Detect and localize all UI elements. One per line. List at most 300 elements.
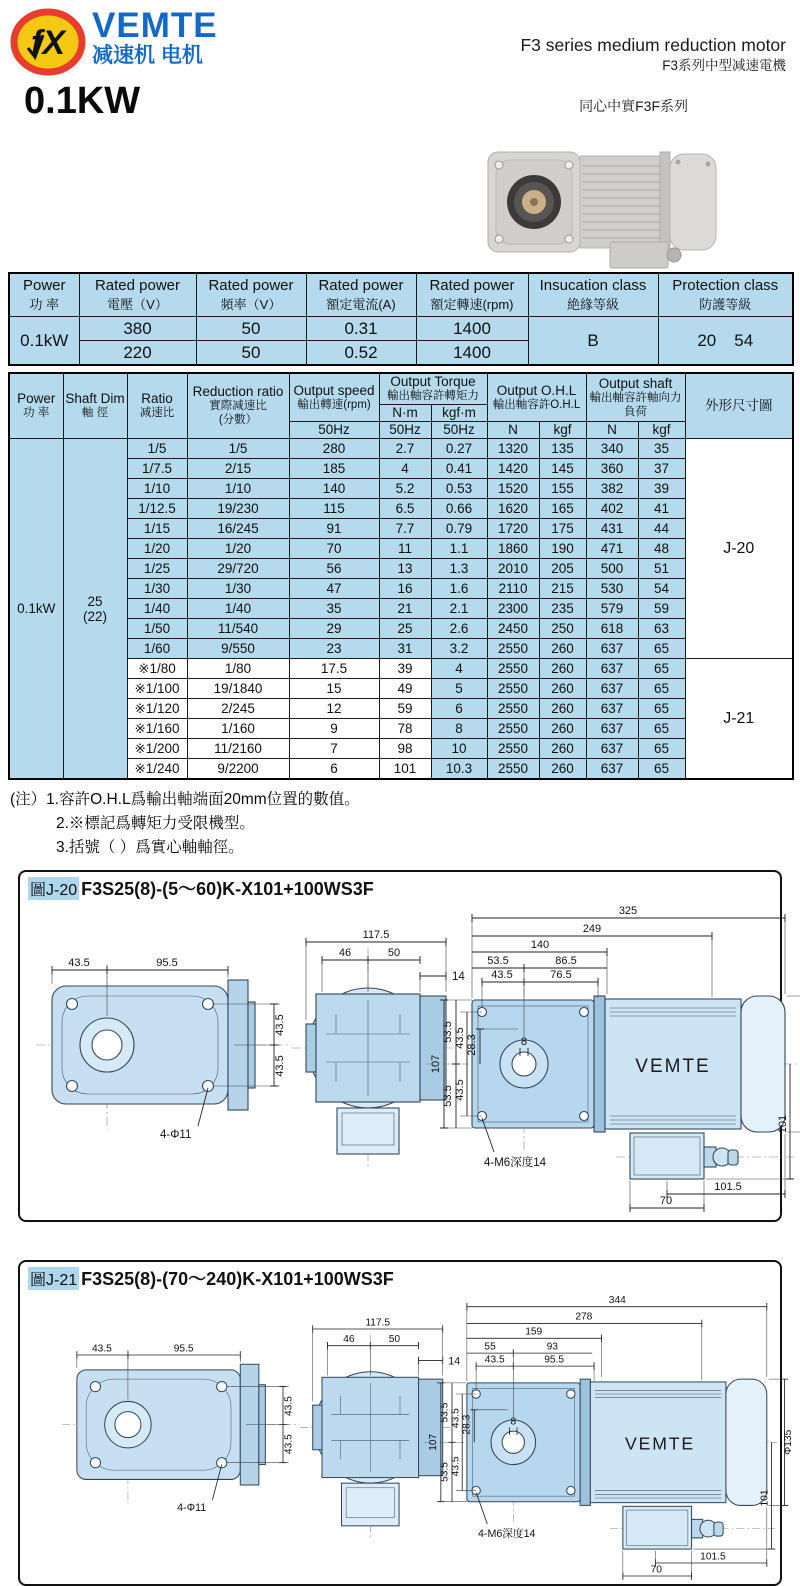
cell: 1.1 [431, 539, 487, 559]
col-header: Insucation class 絶緣等級 [528, 273, 658, 317]
table-row [9, 579, 793, 599]
brand-subtitle: 减速机 电机 [92, 44, 203, 67]
cell: 98 [379, 739, 431, 759]
doc-titles [520, 34, 786, 74]
cell: 360 [586, 459, 638, 479]
col-header: Power 功 率 [9, 273, 79, 317]
cell: 140 [289, 479, 379, 499]
cell: 47 [289, 579, 379, 599]
cell: 1/160 [187, 719, 289, 739]
cell: 1720 [487, 519, 539, 539]
dim-label: 278 [575, 1312, 593, 1324]
cell: 2550 [487, 719, 539, 739]
cell: 49 [379, 679, 431, 699]
cell: 0.41 [431, 459, 487, 479]
dim-label: 43.5 [491, 969, 513, 982]
table-row [9, 439, 793, 459]
cell: 19/1840 [187, 679, 289, 699]
cell: 2550 [487, 659, 539, 679]
spec-table-wrap [8, 372, 792, 780]
cell: 1/20 [187, 539, 289, 559]
col-header: Ratio 减速比 [127, 373, 187, 439]
cell: 2010 [487, 559, 539, 579]
cell: 220 [79, 341, 196, 366]
cell: 65 [638, 659, 685, 679]
cell: 1.6 [431, 579, 487, 599]
table-row [9, 459, 793, 479]
cell: 1/5 [187, 439, 289, 459]
dim-label: 43.5 [484, 1354, 505, 1366]
cell: 2/15 [187, 459, 289, 479]
dim-label: 4-M6深度14 [484, 1157, 546, 1170]
cell: 59 [379, 699, 431, 719]
figure-ref-j21: J-21 [685, 659, 793, 780]
dim-label: 43.5 [450, 1456, 462, 1477]
cell: 2550 [487, 699, 539, 719]
table-row [9, 679, 793, 699]
cell: 7 [289, 739, 379, 759]
dim-label: 43.5 [91, 1343, 112, 1355]
dim-label: 43.5 [274, 1014, 286, 1037]
cell: ※1/100 [127, 679, 187, 699]
cell: 1/5 [127, 439, 187, 459]
dimension-drawing-j20 [28, 900, 789, 1208]
cell: 500 [586, 559, 638, 579]
dim-label: 4-Φ11 [177, 1502, 207, 1515]
cell: 56 [289, 559, 379, 579]
dim-label: 101 [777, 1115, 789, 1134]
diagram-title [28, 1266, 772, 1290]
cell: 0.1kW [9, 317, 79, 366]
dim-label: 53.5 [487, 955, 509, 968]
dim-label: 14 [452, 971, 465, 984]
cell: 6.5 [379, 499, 431, 519]
section-view [300, 1318, 460, 1540]
cell: 145 [539, 459, 586, 479]
brand-name: VEMTE [92, 6, 218, 45]
table-row [9, 619, 793, 639]
dim-label: 95.5 [173, 1343, 194, 1355]
cell: 8 [431, 719, 487, 739]
cell: 2300 [487, 599, 539, 619]
cell: 1320 [487, 439, 539, 459]
cell: 0.79 [431, 519, 487, 539]
cell: 431 [586, 519, 638, 539]
dimension-drawing-j21 [28, 1290, 794, 1576]
dim-label: 70 [650, 1564, 662, 1576]
col-header: 50Hz [289, 422, 379, 439]
cell: 15 [289, 679, 379, 699]
diagram-box-j20 [18, 870, 789, 1222]
col-header: Output Torque 輸出軸容許轉矩力 [379, 373, 487, 404]
cell: 1/60 [127, 639, 187, 659]
dim-label: 4-Φ11 [160, 1129, 192, 1142]
cell: 1620 [487, 499, 539, 519]
logo-mark-icon [10, 8, 86, 76]
cell: 0.66 [431, 499, 487, 519]
power-table [8, 272, 794, 366]
side-view [426, 905, 800, 1212]
cell: 39 [379, 659, 431, 679]
model-code: F3S25(8)-(5～60)K-X101+100WS3F [81, 879, 374, 900]
table-row [9, 273, 793, 317]
cell: 1/40 [127, 599, 187, 619]
dim-label: 344 [608, 1295, 626, 1307]
cell: 2.1 [431, 599, 487, 619]
cell: 0.52 [306, 341, 416, 366]
dim-label: 101.5 [714, 1181, 742, 1194]
cell: 1860 [487, 539, 539, 559]
cell: 215 [539, 579, 586, 599]
cell: 21 [379, 599, 431, 619]
cell: 1/15 [127, 519, 187, 539]
col-header: 50Hz [379, 422, 431, 439]
cell: 2/245 [187, 699, 289, 719]
cell: 471 [586, 539, 638, 559]
cell: 190 [539, 539, 586, 559]
cell: 185 [289, 459, 379, 479]
cell: 17.5 [289, 659, 379, 679]
cell: 382 [586, 479, 638, 499]
dim-label: 53.5 [442, 1085, 454, 1108]
power-table-wrap [8, 272, 792, 366]
dim-label: 43.5 [283, 1434, 295, 1455]
cell: 13 [379, 559, 431, 579]
title-zh: F3系列中型减速電機 [662, 57, 786, 73]
cell: 65 [638, 719, 685, 739]
cell: 1/10 [127, 479, 187, 499]
col-header: Output shaft 輸出軸容許軸向力負荷 [586, 373, 685, 422]
cell: 115 [289, 499, 379, 519]
cell: 44 [638, 519, 685, 539]
cell: 402 [586, 499, 638, 519]
cell: 65 [638, 739, 685, 759]
cell: 637 [586, 679, 638, 699]
cell: 9/2200 [187, 759, 289, 780]
cell: 25 [379, 619, 431, 639]
dim-label: 95.5 [156, 957, 178, 970]
col-header: kgf [539, 422, 586, 439]
table-row [9, 759, 793, 780]
col-header: kgf·m [431, 404, 487, 421]
cell: 23 [289, 639, 379, 659]
cell: 1/80 [187, 659, 289, 679]
dim-label: 86.5 [555, 955, 577, 968]
cell: 380 [79, 317, 196, 341]
cell: 20 54 [658, 317, 793, 366]
cell: 7.7 [379, 519, 431, 539]
table-row [9, 499, 793, 519]
dim-label: 107 [430, 1055, 442, 1074]
notes [10, 788, 792, 860]
cell: 637 [586, 639, 638, 659]
dim-label: 55 [484, 1341, 496, 1353]
front-view [36, 957, 292, 1141]
brand-on-motor: VEMTE [624, 1434, 696, 1455]
cell: 11/540 [187, 619, 289, 639]
cell: 2550 [487, 739, 539, 759]
cell: 2550 [487, 639, 539, 659]
col-header: Shaft Dim 軸 徑 [63, 373, 127, 439]
dim-label: 159 [525, 1326, 543, 1338]
cell: 1400 [416, 317, 528, 341]
table-row [9, 739, 793, 759]
col-header: Power 功 率 [9, 373, 63, 439]
col-header: N [487, 422, 539, 439]
col-header: Rated power 電壓（V） [79, 273, 196, 317]
cell: 35 [289, 599, 379, 619]
cell: 1/30 [127, 579, 187, 599]
cell: 1400 [416, 341, 528, 366]
cell: 65 [638, 699, 685, 719]
col-header: 外形尺寸圖 [685, 373, 793, 439]
cell: 530 [586, 579, 638, 599]
cell: 65 [638, 679, 685, 699]
cell: 2.7 [379, 439, 431, 459]
cell: 50 [196, 317, 306, 341]
col-header: Output O.H.L 輸出軸容許O.H.L [487, 373, 586, 422]
dim-label: 50 [388, 1334, 401, 1346]
dim-label: 93 [546, 1341, 558, 1353]
cell: 6 [289, 759, 379, 780]
cell: 54 [638, 579, 685, 599]
table-row [9, 539, 793, 559]
cell: 235 [539, 599, 586, 619]
cell: 175 [539, 519, 586, 539]
dim-label: 43.5 [283, 1396, 295, 1417]
front-view [62, 1344, 300, 1515]
diagram-box-j21 [18, 1260, 794, 1586]
dim-label: 53.5 [442, 1021, 454, 1044]
cell: 4 [431, 659, 487, 679]
dim-label: 28.3 [466, 1034, 478, 1057]
logo-mark-text: fX [31, 24, 65, 62]
cell: 260 [539, 679, 586, 699]
cell: 2.6 [431, 619, 487, 639]
col-header: kgf [638, 422, 685, 439]
cell: ※1/120 [127, 699, 187, 719]
cell: 1/30 [187, 579, 289, 599]
cell: 6 [431, 699, 487, 719]
col-header: Rated power 額定轉速(rpm) [416, 273, 528, 317]
cell: 101 [379, 759, 431, 780]
table-row [9, 599, 793, 619]
dim-label: 53.5 [439, 1403, 451, 1423]
cell: 31 [379, 639, 431, 659]
cell: 35 [638, 439, 685, 459]
col-header: N [586, 422, 638, 439]
dim-label: 46 [343, 1334, 355, 1346]
power-rating-heading: 0.1KW [24, 80, 141, 122]
cell: 37 [638, 459, 685, 479]
cell: 1/10 [187, 479, 289, 499]
cell: 260 [539, 759, 586, 780]
dim-label: 76.5 [550, 969, 572, 982]
cell: 260 [539, 639, 586, 659]
dim-label: 50 [387, 947, 401, 960]
brand-on-motor: VEMTE [635, 1056, 711, 1078]
dim-label: 4-M6深度14 [478, 1528, 536, 1541]
col-header: Output speed 輸出轉速(rpm) [289, 373, 379, 422]
dim-label: Φ135 [782, 1430, 794, 1456]
cell: 135 [539, 439, 586, 459]
cell: 5 [431, 679, 487, 699]
brand-block [92, 8, 218, 66]
figure-ref-j20: J-20 [685, 439, 793, 659]
col-header: Rated power 頻率（V） [196, 273, 306, 317]
dim-label: 117.5 [362, 929, 390, 942]
dim-label: 53.5 [439, 1462, 451, 1483]
cell: 205 [539, 559, 586, 579]
dim-label: 8 [510, 1417, 517, 1429]
cell: 1420 [487, 459, 539, 479]
cell: 50 [196, 341, 306, 366]
dim-label: 8 [520, 1036, 528, 1049]
table-row [9, 317, 793, 341]
figure-tag: 圖J-21 [28, 1267, 79, 1290]
cell: 78 [379, 719, 431, 739]
cell: 4 [379, 459, 431, 479]
cell: 155 [539, 479, 586, 499]
dim-label: 107 [428, 1434, 440, 1452]
dim-label: 43.5 [68, 957, 90, 970]
cell: 165 [539, 499, 586, 519]
cell: 1.3 [431, 559, 487, 579]
note-line: 3.括號（ ）爲實心軸軸徑。 [56, 839, 244, 857]
col-header: Protection class 防護等級 [658, 273, 793, 317]
dim-label: 43.5 [454, 1027, 466, 1050]
cell: 1/20 [127, 539, 187, 559]
dim-label: 14 [448, 1355, 461, 1368]
dim-label: 28.3 [461, 1415, 473, 1435]
spec-table [8, 372, 794, 780]
cell: 0.53 [431, 479, 487, 499]
cell: 637 [586, 739, 638, 759]
cell: 51 [638, 559, 685, 579]
dim-label: 70 [659, 1195, 673, 1208]
cell: 579 [586, 599, 638, 619]
cell: 2550 [487, 759, 539, 780]
dim-label: 43.5 [274, 1055, 286, 1078]
table-row [9, 559, 793, 579]
table-row [9, 639, 793, 659]
cell: 9/550 [187, 639, 289, 659]
cell: 65 [638, 759, 685, 780]
cell: ※1/200 [127, 739, 187, 759]
cell: 29/720 [187, 559, 289, 579]
cell: 29 [289, 619, 379, 639]
cell: 260 [539, 719, 586, 739]
model-code: F3S25(8)-(70～240)K-X101+100WS3F [81, 1269, 394, 1290]
cell: 25 (22) [63, 439, 127, 780]
dim-label: 101.5 [700, 1551, 726, 1563]
cell: 65 [638, 639, 685, 659]
cell: 0.27 [431, 439, 487, 459]
col-header: Reduction ratio 實際减速比 (分數） [187, 373, 289, 439]
cell: 3.2 [431, 639, 487, 659]
cell: 10 [431, 739, 487, 759]
dim-label: 101 [759, 1489, 771, 1507]
cell: 2450 [487, 619, 539, 639]
figure-tag: 圖J-20 [28, 877, 79, 900]
dim-label: 117.5 [365, 1317, 391, 1329]
title-en: F3 series medium reduction motor [520, 35, 786, 55]
cell: B [528, 317, 658, 366]
cell: 16 [379, 579, 431, 599]
cell: 280 [289, 439, 379, 459]
cell: 41 [638, 499, 685, 519]
cell: 637 [586, 699, 638, 719]
table-row [9, 719, 793, 739]
dim-label: 249 [582, 923, 602, 936]
cell: ※1/240 [127, 759, 187, 780]
cell: 63 [638, 619, 685, 639]
cell: 16/245 [187, 519, 289, 539]
cell: 340 [586, 439, 638, 459]
cell: ※1/160 [127, 719, 187, 739]
cell: 637 [586, 659, 638, 679]
cell: 260 [539, 659, 586, 679]
note-line: 2.※標記爲轉矩力受限機型。 [56, 815, 255, 833]
table-row [9, 519, 793, 539]
series-name: 同心中實F3F系列 [579, 98, 688, 114]
cell: 12 [289, 699, 379, 719]
cell: 9 [289, 719, 379, 739]
table-row [9, 659, 793, 679]
col-header: N·m [379, 404, 431, 421]
dim-label: 46 [338, 947, 352, 960]
cell: 1/25 [127, 559, 187, 579]
dim-label: 43.5 [450, 1408, 462, 1429]
cell: 1/40 [187, 599, 289, 619]
cell: 5.2 [379, 479, 431, 499]
cell: 91 [289, 519, 379, 539]
cell: ※1/80 [127, 659, 187, 679]
cell: 637 [586, 759, 638, 780]
section-view [292, 929, 465, 1168]
cell: 1/50 [127, 619, 187, 639]
cell: 618 [586, 619, 638, 639]
cell: 2110 [487, 579, 539, 599]
cell: 2550 [487, 679, 539, 699]
cell: 637 [586, 719, 638, 739]
cell: 10.3 [431, 759, 487, 780]
cell: 59 [638, 599, 685, 619]
cell: 250 [539, 619, 586, 639]
product-photo [482, 134, 722, 274]
dim-label: 43.5 [454, 1079, 466, 1102]
cell: 1/7.5 [127, 459, 187, 479]
cell: 19/230 [187, 499, 289, 519]
cell: 48 [638, 539, 685, 559]
diagram-title [28, 876, 772, 900]
dim-label: 325 [618, 905, 638, 918]
cell: 0.31 [306, 317, 416, 341]
cell: 11/2160 [187, 739, 289, 759]
table-row [9, 373, 793, 404]
cell: 1/12.5 [127, 499, 187, 519]
header [0, 0, 800, 272]
cell: 0.1kW [9, 439, 63, 780]
side-view [424, 1295, 794, 1580]
cell: 1520 [487, 479, 539, 499]
logo [10, 8, 218, 76]
cell: 260 [539, 699, 586, 719]
cell: 70 [289, 539, 379, 559]
cell: 39 [638, 479, 685, 499]
dim-label: 95.5 [544, 1354, 565, 1366]
col-header: Rated power 額定電流(A) [306, 273, 416, 317]
